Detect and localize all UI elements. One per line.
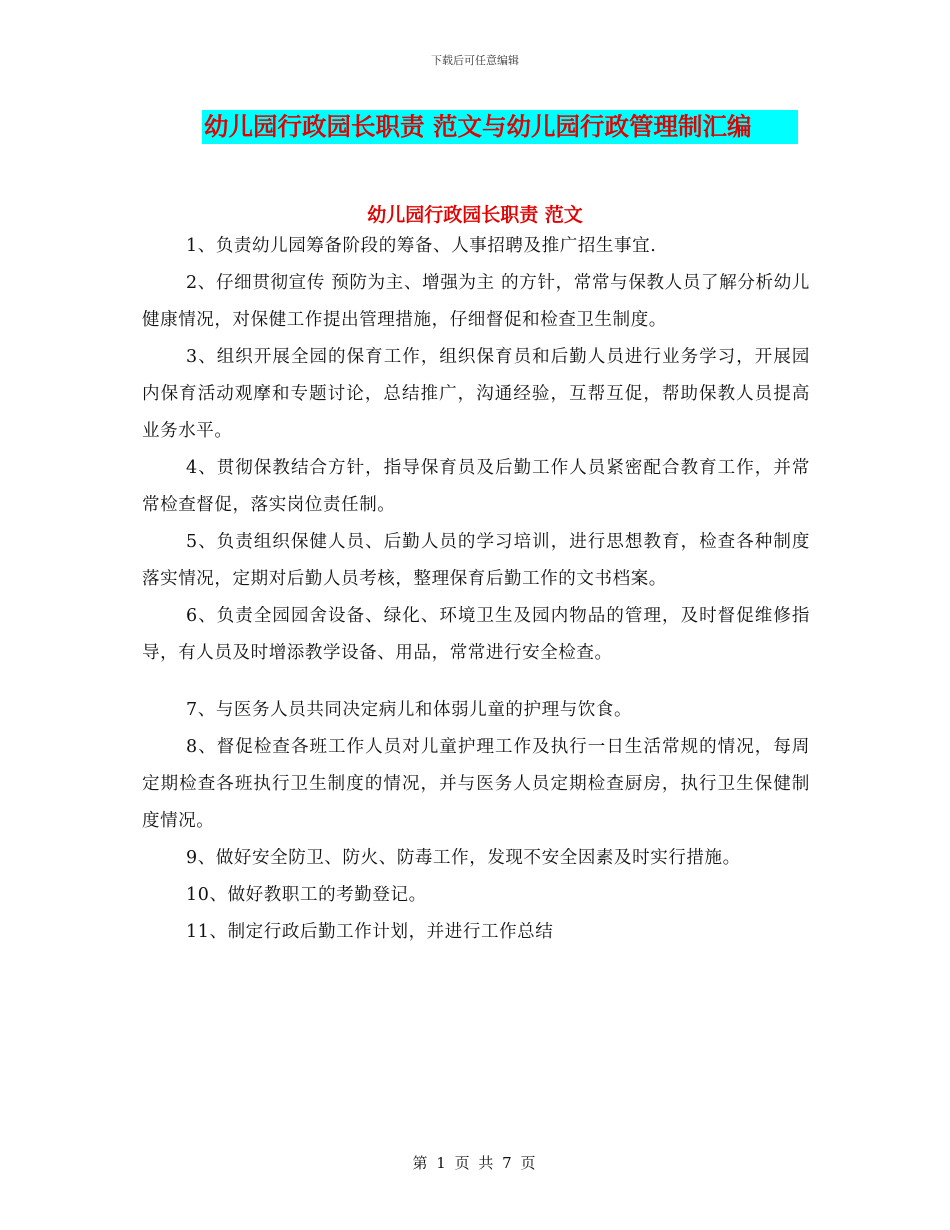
paragraph-10: 10、做好教职工的考勤登记。 xyxy=(186,885,427,905)
paragraph-2: 2、仔细贯彻宣传 预防为主、增强为主 的方针，常常与保教人员了解分析幼儿健康情况，对保健工作提出管理措施，仔细督促和检查卫生制度。 xyxy=(142,273,810,330)
paragraph-11: 11、制定行政后勤工作计划，并进行工作总结 xyxy=(186,922,554,942)
header-note: 下载后可任意编辑 xyxy=(431,54,519,67)
paragraph-8: 8、督促检查各班工作人员对儿童护理工作及执行一日生活常规的情况，每周定期检查各班执行卫生制度的情况，并与医务人员定期检查厨房，执行卫生保健制度情况。 xyxy=(142,737,810,831)
paragraph-9: 9、做好安全防卫、防火、防毒工作，发现不安全因素及时实行措施。 xyxy=(186,848,741,868)
paragraph-6: 6、负责全园园舍设备、绿化、环境卫生及园内物品的管理，及时督促维修指导，有人员及时增添教学设备、用品，常常进行安全检查。 xyxy=(142,606,810,663)
paragraph-3: 3、组织开展全园的保育工作，组织保育员和后勤人员进行业务学习，开展园内保育活动观摩和专题讨论，总结推广，沟通经验，互帮互促，帮助保教人员提高业务水平。 xyxy=(142,347,810,441)
section-title: 幼儿园行政园长职责 范文 xyxy=(367,204,583,226)
page-footer: 第 1 页 共 7 页 xyxy=(412,1154,538,1172)
paragraph-7: 7、与医务人员共同决定病儿和体弱儿童的护理与饮食。 xyxy=(186,700,633,720)
document-body xyxy=(142,228,810,951)
document-title: 幼儿园行政园长职责 范文与幼儿园行政管理制汇编 xyxy=(202,110,798,144)
paragraph-5: 5、负责组织保健人员、后勤人员的学习培训，进行思想教育，检查各种制度落实情况，定期对后勤人员考核，整理保育后勤工作的文书档案。 xyxy=(142,532,810,589)
paragraph-1: 1、负责幼儿园筹备阶段的筹备、人事招聘及推广招生事宜. xyxy=(186,236,657,256)
paragraph-4: 4、贯彻保教结合方针，指导保育员及后勤工作人员紧密配合教育工作，并常常检查督促，落实岗位责任制。 xyxy=(142,458,810,515)
